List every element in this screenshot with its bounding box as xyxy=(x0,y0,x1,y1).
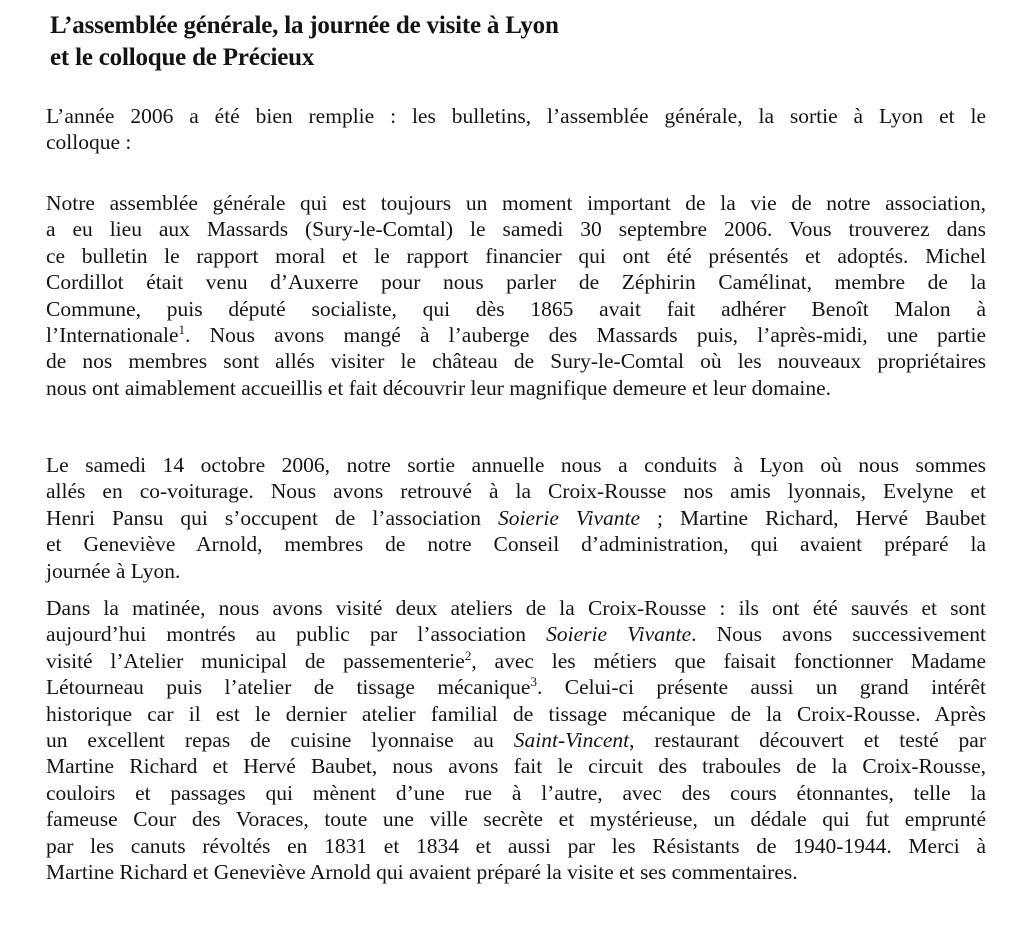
intro-paragraph xyxy=(46,103,986,156)
text-line: Martine Richard et Geneviève Arnold qui avaient préparé la visite et ses commentaires. xyxy=(46,860,798,885)
text-line: Dans la matinée, nous avons visité deux ateliers de la Croix-Rousse : ils ont été sauvés et sont xyxy=(46,596,986,620)
text-line: fameuse Cour des Voraces, toute une ville secrète et mystérieuse, un dédale qui fut emprunté xyxy=(46,807,986,832)
text-fragment: Henri Pansu qui s’occupent de l’association xyxy=(46,505,499,530)
text-fragment: un excellent repas de cuisine lyonnaise au xyxy=(46,728,514,753)
footnote-ref: 3 xyxy=(530,674,537,690)
text-line: Le samedi 14 octobre 2006, notre sortie annuelle nous a conduits à Lyon où nous sommes xyxy=(46,453,986,477)
text-fragment: , restaurant découvert et testé par xyxy=(629,728,987,753)
text-line xyxy=(46,621,986,647)
footnote-ref: 2 xyxy=(464,647,472,663)
text-line: Commune, puis député socialiste, qui dès 1865 avait fait adhérer Benoît Malon à xyxy=(46,296,986,321)
text-fragment: ; Martine Richard, Hervé Baubet xyxy=(640,505,987,530)
text-line: Martine Richard et Hervé Baubet, nous avons fait le circuit des traboules de la Croix-Rousse, xyxy=(46,754,986,779)
text-fragment: visité l’Atelier municipal de passementerie xyxy=(46,648,465,673)
text-line: ce bulletin le rapport moral et le rapport financier qui ont été présentés et adoptés. Michel xyxy=(46,243,986,268)
text-line: par les canuts révoltés en 1831 et 1834 et aussi par les Résistants de 1940-1944. Merci à xyxy=(46,833,986,858)
page-title xyxy=(50,10,559,74)
association-name: Soierie Vivante xyxy=(498,505,641,530)
visit-paragraph xyxy=(46,595,986,885)
text-line: historique car il est le dernier atelier familial de tissage mécanique de la Croix-Rousse. Après xyxy=(46,701,986,726)
text-fragment: . Celui-ci présente aussi un grand intérêt xyxy=(536,675,986,700)
assembly-paragraph xyxy=(46,190,986,401)
restaurant-name: Saint-Vincent xyxy=(513,728,630,753)
text-line: colloque : xyxy=(46,130,132,155)
text-fragment: , avec les métiers que faisait fonctionner Madame xyxy=(471,648,986,673)
text-fragment: . Nous avons successivement xyxy=(691,622,986,647)
title-line-1: L’assemblée générale, la journée de visite à Lyon xyxy=(50,12,559,39)
text-line: et Geneviève Arnold, membres de notre Conseil d’administration, qui avaient préparé la xyxy=(46,532,986,557)
text-line: a eu lieu aux Massards (Sury-le-Comtal) le samedi 30 septembre 2006. Vous trouverez dans xyxy=(46,217,986,242)
text-line xyxy=(46,322,986,348)
text-line xyxy=(46,674,986,700)
text-line: journée à Lyon. xyxy=(46,558,181,583)
text-line xyxy=(46,648,986,674)
text-line xyxy=(46,727,986,753)
text-line: allés en co-voiturage. Nous avons retrouvé à la Croix-Rousse nos amis lyonnais, Evelyne et xyxy=(46,479,986,504)
association-name: Soierie Vivante xyxy=(546,622,692,647)
text-fragment: l’Internationale xyxy=(46,323,179,348)
text-line xyxy=(46,505,986,531)
text-line: L’année 2006 a été bien remplie : les bulletins, l’assemblée générale, la sortie à Lyon et le xyxy=(46,104,986,128)
text-line: Notre assemblée générale qui est toujours un moment important de la vie de notre association, xyxy=(46,191,986,215)
footnote-ref: 1 xyxy=(178,321,186,337)
title-line-2: et le colloque de Précieux xyxy=(50,44,315,71)
lyon-paragraph xyxy=(46,452,986,584)
text-fragment: . Nous avons mangé à l’auberge des Massards puis, l’après-midi, une partie xyxy=(185,323,986,348)
text-line: nous ont aimablement accueillis et fait découvrir leur magnifique demeure et leur domaine. xyxy=(46,375,832,400)
text-fragment: Létourneau puis l’atelier de tissage mécanique xyxy=(46,675,531,700)
text-line: couloirs et passages qui mènent d’une rue à l’autre, avec des cours étonnantes, telle la xyxy=(46,780,986,805)
text-line: Cordillot était venu d’Auxerre pour nous parler de Zéphirin Camélinat, membre de la xyxy=(46,270,986,295)
text-line: de nos membres sont allés visiter le château de Sury-le-Comtal où les nouveaux propriétaires xyxy=(46,349,986,374)
text-fragment: aujourd’hui montrés au public par l’association xyxy=(46,622,547,647)
